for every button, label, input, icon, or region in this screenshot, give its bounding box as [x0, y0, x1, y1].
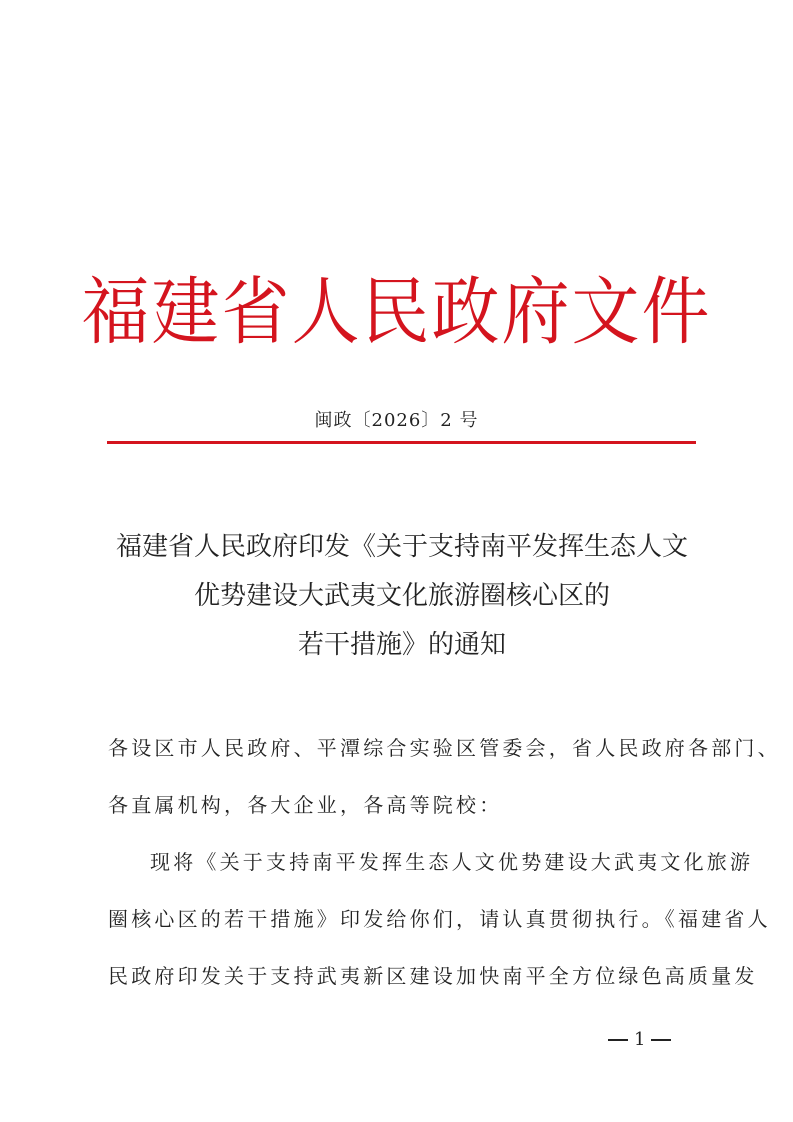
body-text	[108, 720, 781, 1005]
body-paragraph-line: 现将《关于支持南平发挥生态人文优势建设大武夷文化旅游	[150, 850, 754, 874]
body-paragraph-line: 圈核心区的若干措施》印发给你们，请认真贯彻执行。《福建省人	[108, 907, 771, 931]
page-number-value: 1	[634, 1029, 646, 1050]
document-number: 闽政〔2026〕2 号	[314, 410, 479, 431]
body-paragraph-line: 民政府印发关于支持武夷新区建设加快南平全方位绿色高质量发	[108, 964, 758, 988]
notice-title-line: 优势建设大武夷文化旅游圈核心区的	[193, 581, 610, 611]
issuer-title: 福建省人民政府文件	[81, 269, 712, 356]
red-divider-rule	[107, 441, 696, 444]
notice-title	[100, 523, 704, 670]
page-number	[608, 1028, 671, 1052]
addressee-line: 各设区市人民政府、平潭综合实验区管委会，省人民政府各部门、	[108, 736, 781, 760]
notice-title-line: 若干措施》的通知	[297, 630, 506, 660]
dash-right	[651, 1039, 671, 1041]
notice-title-line: 福建省人民政府印发《关于支持南平发挥生态人文	[115, 532, 688, 562]
dash-left	[608, 1039, 628, 1041]
addressee-line: 各直属机构，各大企业，各高等院校：	[108, 793, 503, 817]
